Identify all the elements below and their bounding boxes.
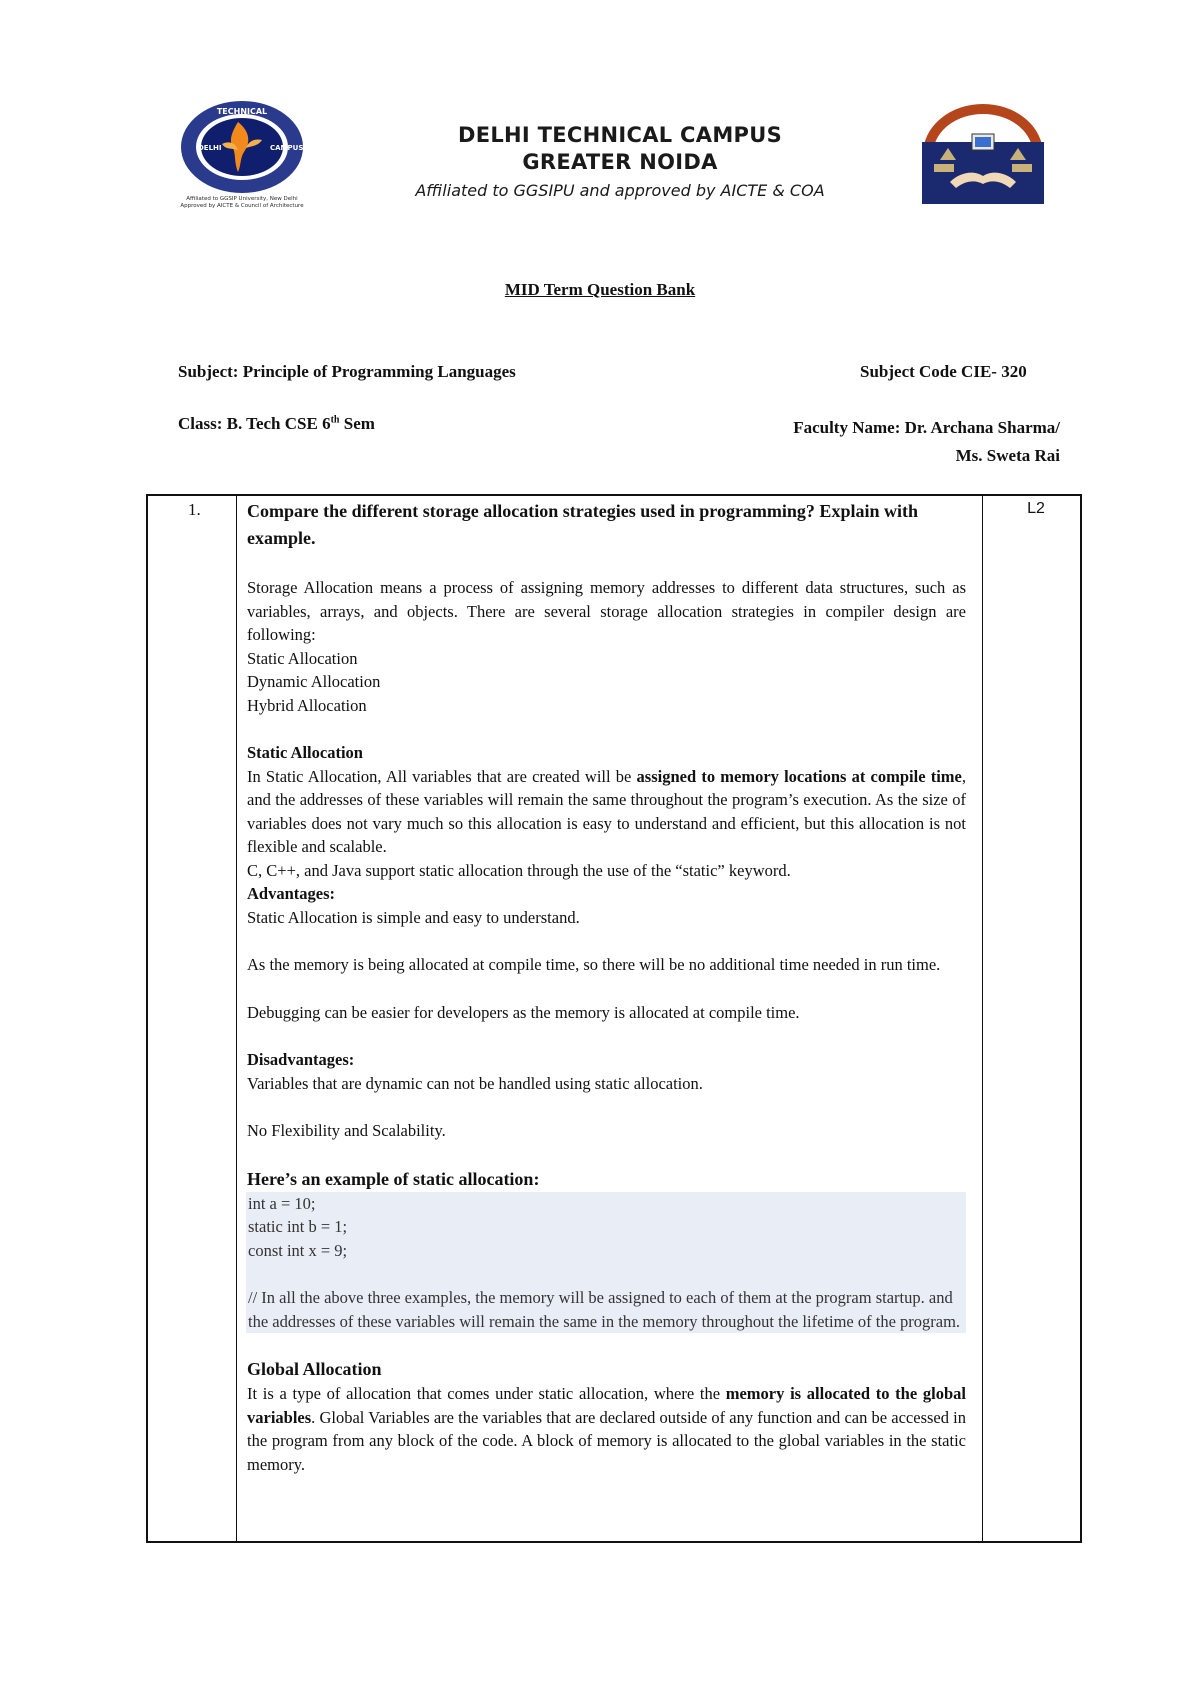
advantages-heading: Advantages: bbox=[247, 884, 336, 903]
column-divider bbox=[982, 496, 983, 1541]
bloom-level: L2 bbox=[1027, 500, 1045, 517]
subject-label: Subject: Principle of Programming Languages bbox=[178, 362, 516, 381]
question-number: 1. bbox=[188, 500, 201, 519]
document-title: MID Term Question Bank bbox=[504, 280, 696, 299]
class-label: Class: B. Tech CSE 6th Sem bbox=[178, 414, 375, 433]
advantage-item: Debugging can be easier for developers as the memory is allocated at compile time. bbox=[247, 1002, 800, 1022]
advantage-item: As the memory is being allocated at compile time, so there will be no additional time needed in run time. bbox=[247, 955, 941, 974]
ggsipu-emblem bbox=[920, 104, 1046, 204]
code-line: int a = 10; bbox=[248, 1193, 316, 1213]
svg-text:TECHNICAL: TECHNICAL bbox=[216, 107, 268, 116]
svg-text:DELHI: DELHI bbox=[198, 144, 222, 152]
static-support-note: C, C++, and Java support static allocation through the use of the “static” keyword. bbox=[247, 860, 791, 880]
code-comment: // In all the above three examples, the memory will be assigned to each of them at the program startup. and the addresses of these variables will remain the same in the memory throughout the lifetime of the program. bbox=[248, 1288, 961, 1331]
subject-code: Subject Code CIE- 320 bbox=[860, 362, 1027, 381]
svg-text:CAMPUS: CAMPUS bbox=[270, 144, 304, 152]
disadvantage-item: No Flexibility and Scalability. bbox=[247, 1121, 446, 1140]
advantage-item: Static Allocation is simple and easy to understand. bbox=[247, 907, 580, 927]
svg-text:Approved by AICTE & Council of: Approved by AICTE & Council of Architecture bbox=[180, 203, 304, 209]
code-line: static int b = 1; bbox=[248, 1217, 348, 1236]
question-text: Compare the different storage allocation strategies used in programming? Explain with example. bbox=[247, 501, 918, 548]
example-heading: Here’s an example of static allocation: bbox=[247, 1168, 540, 1189]
institute-name: DELHI TECHNICAL CAMPUS bbox=[458, 123, 782, 147]
code-example bbox=[246, 1192, 966, 1334]
faculty-name: Faculty Name: Dr. Archana Sharma/ Ms. Sweta Rai bbox=[793, 418, 1060, 465]
section-heading-static: Static Allocation bbox=[247, 743, 363, 762]
disadvantages-heading: Disadvantages: bbox=[247, 1050, 355, 1069]
code-line: const int x = 9; bbox=[248, 1240, 348, 1260]
strategy-item: Dynamic Allocation bbox=[247, 672, 381, 691]
strategy-item: Static Allocation bbox=[247, 648, 358, 668]
disadvantage-item: Variables that are dynamic can not be handled using static allocation. bbox=[247, 1073, 703, 1093]
institute-city: GREATER NOIDA bbox=[522, 150, 718, 174]
intro-paragraph: Storage Allocation means a process of assigning memory addresses to different data structures, such as variables, arrays, and objects. There are several storage allocation strategies in compiler design are following: bbox=[247, 578, 966, 644]
strategy-item: Hybrid Allocation bbox=[247, 695, 367, 715]
delhi-technical-campus-logo bbox=[178, 100, 306, 210]
column-divider bbox=[236, 496, 237, 1541]
svg-text:Affiliated to GGSIP University: Affiliated to GGSIP University, New Delhi bbox=[186, 196, 298, 202]
question-table bbox=[146, 494, 1082, 1543]
global-paragraph: It is a type of allocation that comes under static allocation, where the memory is allocated to the global variables. Global Variables are the variables that are declared outside of any function and can be accessed in the program from any block of the code. A block of memory is allocated to the global variables in the static memory. bbox=[247, 1384, 966, 1474]
institute-header bbox=[380, 122, 860, 204]
static-paragraph: In Static Allocation, All variables that are created will be assigned to memory locations at compile time, and the addresses of these variables will remain the same throughout the program’s execution. As the size of variables does not vary much so this allocation is easy to understand and efficient, but this allocation is not flexible and scalable. bbox=[247, 766, 966, 856]
question-answer bbox=[247, 498, 966, 1476]
institute-affiliation: Affiliated to GGSIPU and approved by AICTE & COA bbox=[415, 181, 825, 200]
section-heading-global: Global Allocation bbox=[247, 1359, 382, 1379]
